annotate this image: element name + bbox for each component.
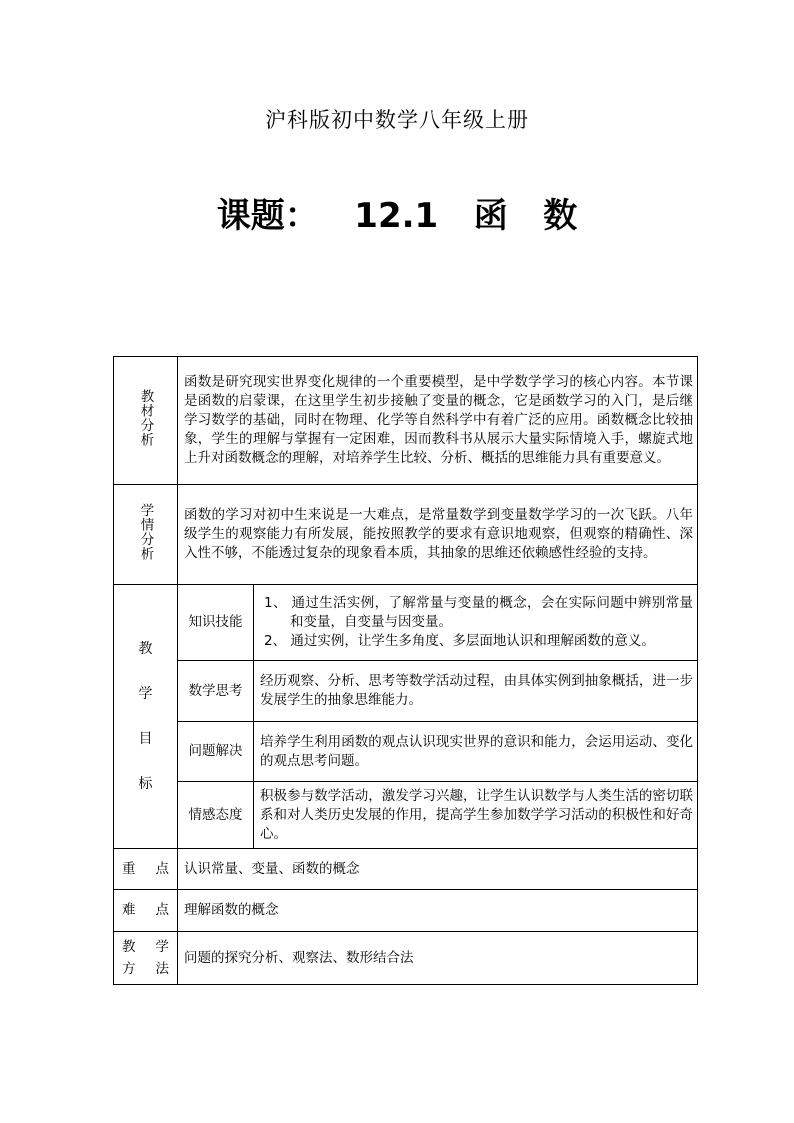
lesson-title: 课题： 12.1 函 数 <box>216 196 578 236</box>
row-goal-attitude <box>114 782 698 849</box>
key-points-label-char: 点 <box>155 860 169 877</box>
key-points-label <box>114 849 178 890</box>
goal-label-char: 标 <box>138 775 153 792</box>
goal-label-char: 目 <box>138 730 153 747</box>
student-analysis-text: 函数的学习对初中生来说是一大难点，是常量数学到变量数学学习的一次飞跃。八年级学生的观察能力有所发展，能按照教学的要求有意识地观察，但观察的精确性、深入性不够，不能透过复杂的现象看本质，其抽象的思维还依赖感性经验的支持。 <box>178 485 698 585</box>
textbook-analysis-label: 教材分析 <box>137 388 154 447</box>
list-item: 2、 通过实例，让学生多角度、多层面地认识和理解函数的意义。 <box>264 633 655 649</box>
methods-label-char: 法 <box>155 961 169 977</box>
row-textbook-analysis <box>114 357 698 485</box>
key-points-label-char: 重 <box>122 860 136 877</box>
student-analysis-label-cell <box>114 485 178 585</box>
row-goal-knowledge <box>114 585 698 661</box>
lesson-plan-table <box>113 356 698 985</box>
goal-label-char: 学 <box>138 685 153 702</box>
row-key-points <box>114 849 698 890</box>
goal-label-char: 教 <box>138 640 153 657</box>
list-item: 1、 通过生活实例，了解常量与变量的概念，会在实际问题中辨别常量和变量，自变量与因变量。 <box>264 595 693 630</box>
knowledge-skills-text <box>254 585 698 661</box>
student-analysis-label: 学情分析 <box>137 502 154 561</box>
knowledge-skills-label: 知识技能 <box>178 585 254 661</box>
methods-label-char: 方 <box>122 961 136 977</box>
textbook-analysis-text: 函数是研究现实世界变化规律的一个重要模型，是中学数学学习的核心内容。本节课是函数的启蒙课，在这里学生初步接触了变量的概念，它是函数学习的入门，是后继学习数学的基础，同时在物理、化学等自然科学中有着广泛的应用。函数概念比较抽象，学生的理解与掌握有一定困难，因而教科书从展示大量实际情境入手，螺旋式地上升对函数概念的理解，对培养学生比较、分析、概括的思维能力具有重要意义。 <box>178 357 698 485</box>
attitude-label: 情感态度 <box>178 782 254 849</box>
row-student-analysis <box>114 485 698 585</box>
row-teaching-methods <box>114 932 698 985</box>
textbook-analysis-label-cell <box>114 357 178 485</box>
math-thinking-text: 经历观察、分析、思考等数学活动过程，由具体实例到抽象概括，进一步发展学生的抽象思维能力。 <box>254 661 698 722</box>
difficult-points-text: 理解函数的概念 <box>178 890 698 932</box>
teaching-goals-label <box>114 585 178 849</box>
difficult-points-label <box>114 890 178 932</box>
row-difficult-points <box>114 890 698 932</box>
difficult-points-label-char: 点 <box>155 902 169 918</box>
key-points-text: 认识常量、变量、函数的概念 <box>178 849 698 890</box>
math-thinking-label: 数学思考 <box>178 661 254 722</box>
difficult-points-label-char: 难 <box>122 902 136 918</box>
teaching-methods-label <box>114 932 178 985</box>
row-goal-math-thinking <box>114 661 698 722</box>
methods-label-char: 教 <box>122 939 136 955</box>
attitude-text: 积极参与数学活动，激发学习兴趣，让学生认识数学与人类生活的密切联系和对人类历史发展的作用，提高学生参加数学学习活动的积极性和好奇心。 <box>254 782 698 849</box>
teaching-methods-text: 问题的探究分析、观察法、数形结合法 <box>178 932 698 985</box>
problem-solving-label: 问题解决 <box>178 722 254 782</box>
problem-solving-text: 培养学生利用函数的观点认识现实世界的意识和能力，会运用运动、变化的观点思考问题。 <box>254 722 698 782</box>
row-goal-problem-solving <box>114 722 698 782</box>
methods-label-char: 学 <box>155 939 169 955</box>
document-subtitle: 沪科版初中数学八年级上册 <box>265 108 529 132</box>
